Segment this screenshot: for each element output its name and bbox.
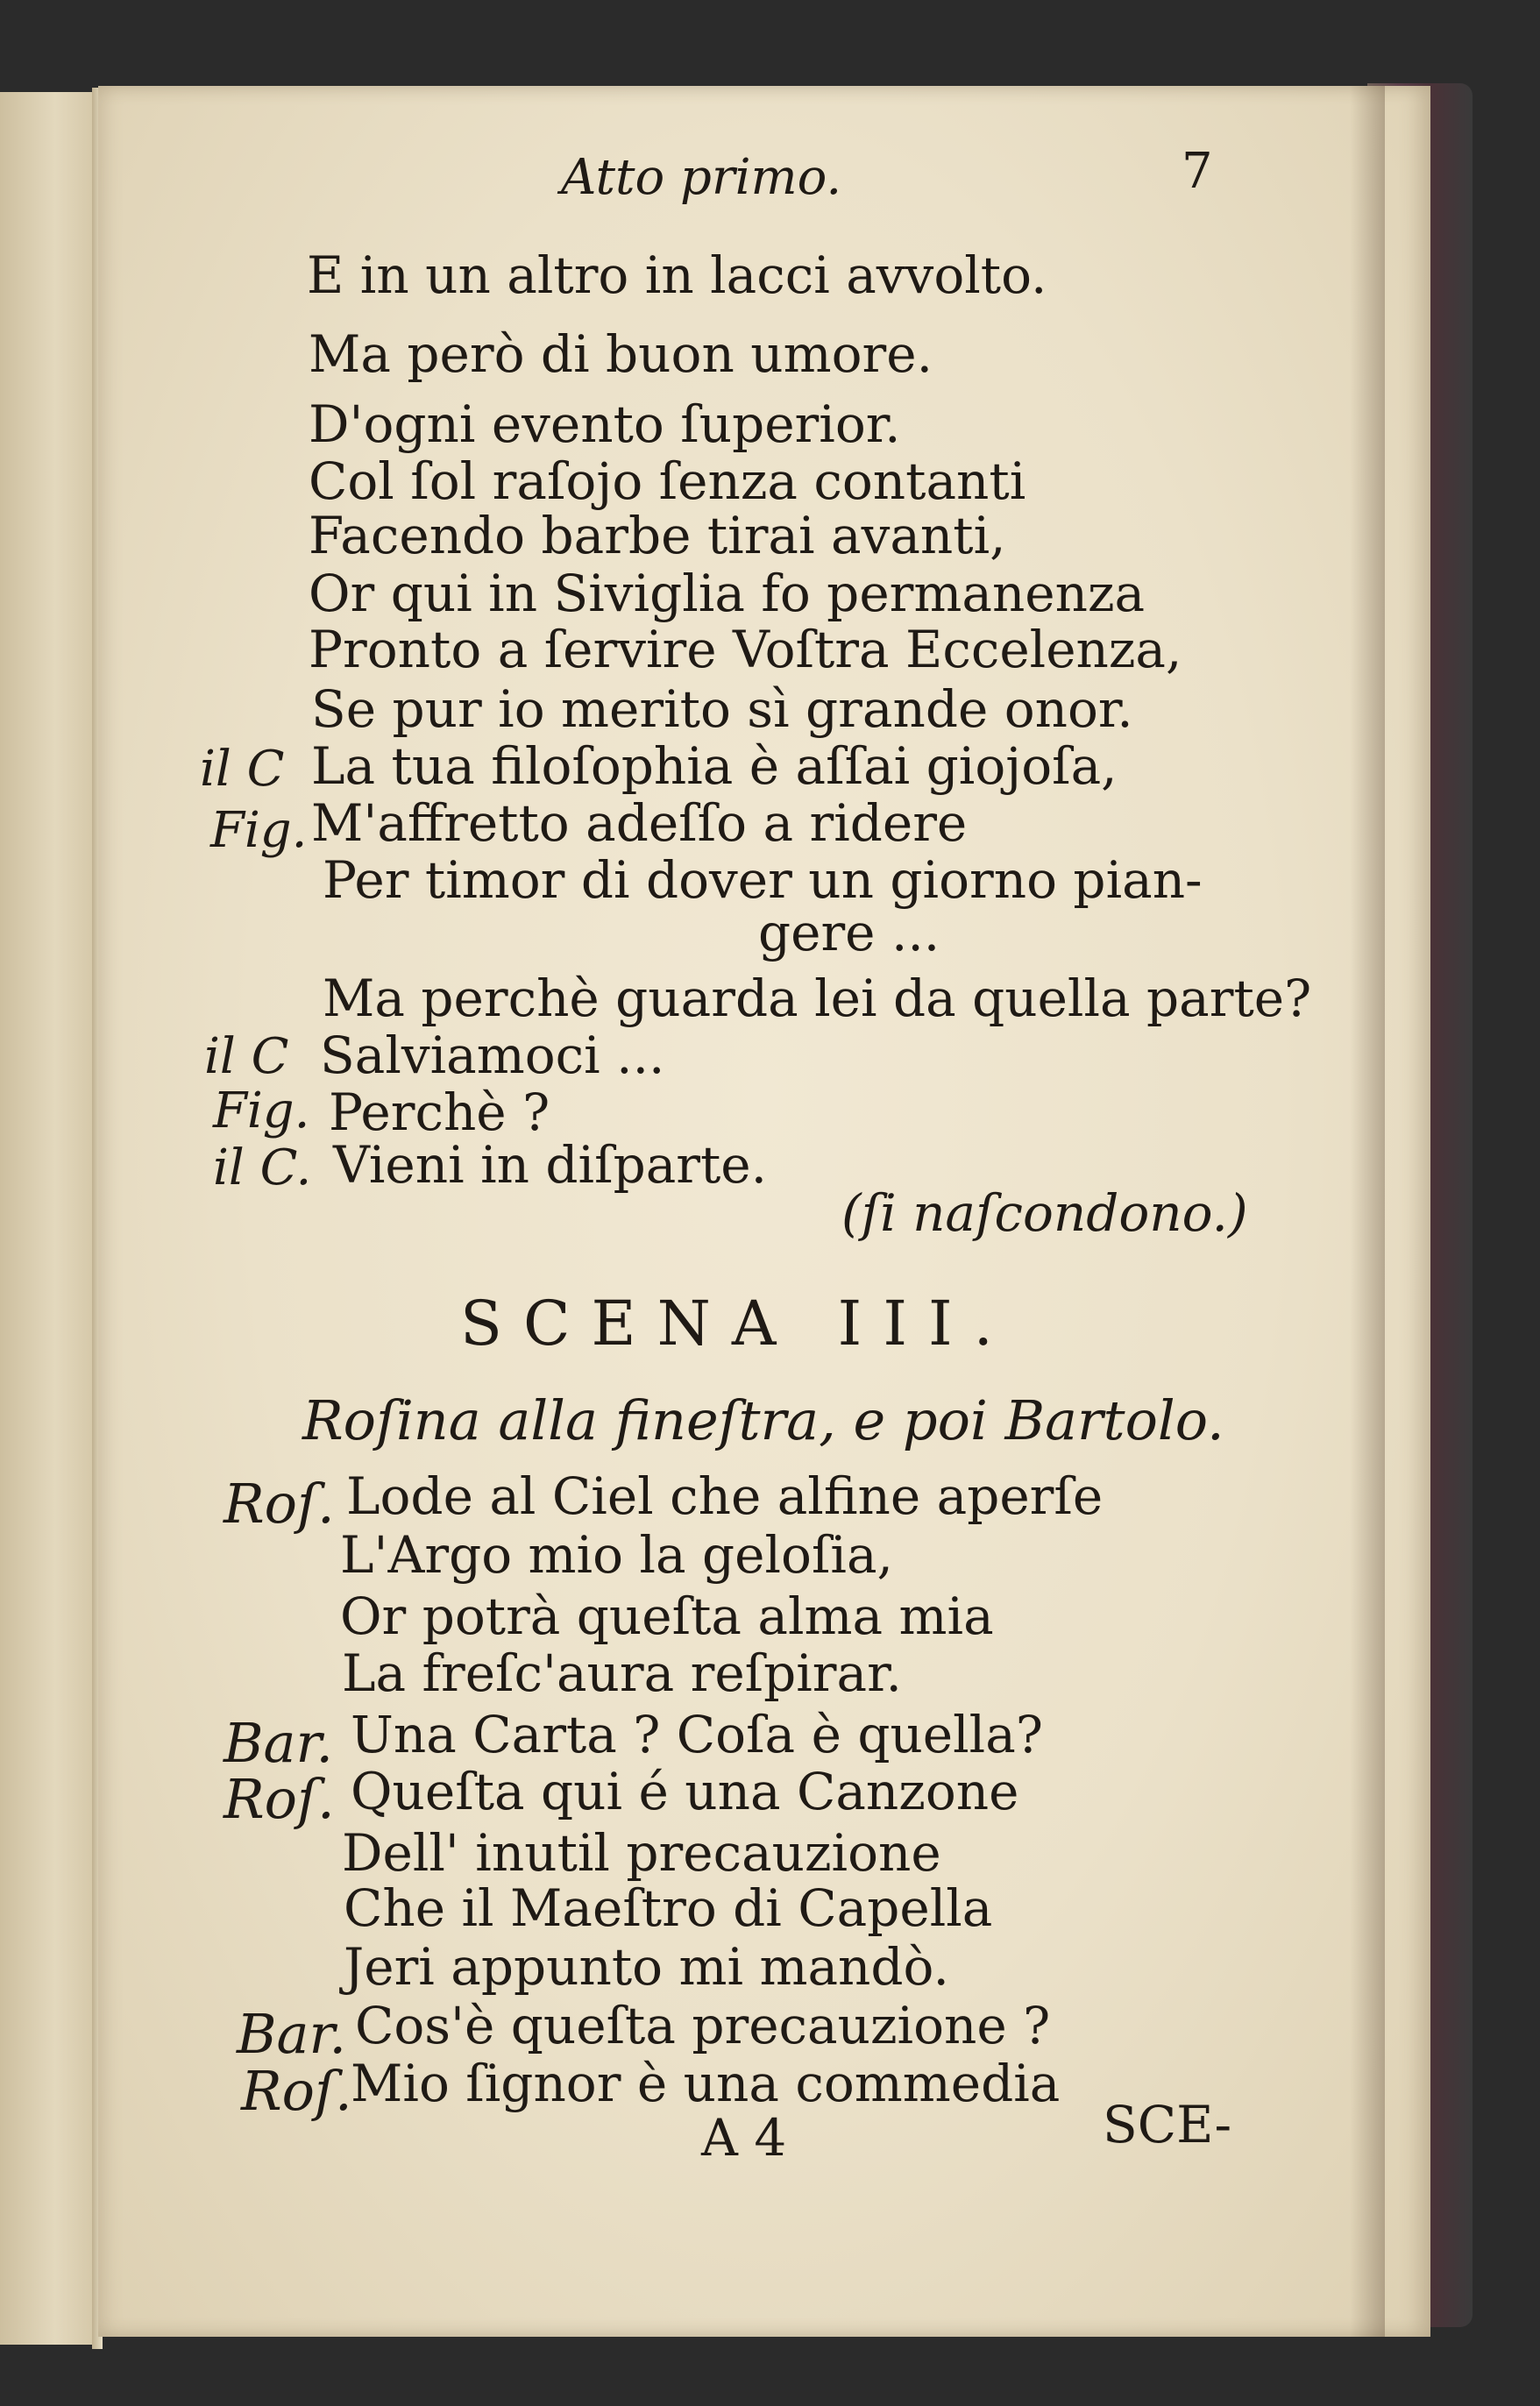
verse-line: Pronto a ſervire Voſtra Eccelenza, — [309, 620, 1182, 679]
page-fold-shadow — [1350, 86, 1385, 2337]
verse-line: Facendo barbe tirai avanti, — [309, 506, 1006, 565]
speaker-label: Roſ. — [224, 1767, 335, 1831]
verse-line: Col ſol raſojo ſenza contanti — [309, 451, 1026, 511]
verse-line: E in un altro in lacci avvolto. — [307, 245, 1047, 305]
verse-line: La freſc'aura reſpirar. — [342, 1643, 902, 1703]
verse-line-continuation: gere ... — [758, 903, 940, 962]
speaker-label: Bar. — [224, 1711, 334, 1775]
verse-line: Che il Maeſtro di Capella — [344, 1878, 993, 1938]
verse-line: Or potrà queſta alma mia — [340, 1586, 994, 1646]
speaker-label: Roſ. — [241, 2059, 352, 2123]
verse-line: Se pur io merito sì grande onor. — [311, 679, 1133, 739]
verse-line: Vieni in diſparte. — [333, 1135, 768, 1195]
verse-line: Perchè ? — [329, 1082, 550, 1142]
verse-line: Dell' inutil precauzione — [342, 1823, 941, 1883]
speaker-label: il C — [200, 741, 285, 798]
stage-direction: (ſi naſcondono.) — [841, 1183, 1248, 1243]
facing-page-edge — [0, 92, 95, 2345]
verse-line: Una Carta ? Coſa è quella? — [351, 1705, 1043, 1764]
verse-line: Queſta qui é una Canzone — [351, 1762, 1019, 1821]
verse-line: L'Argo mio la geloſia, — [340, 1525, 893, 1585]
page-number: 7 — [1182, 143, 1213, 200]
verse-line: La tua filoſophia è aſſai giojoſa, — [311, 736, 1118, 796]
speaker-label: Fig. — [213, 1082, 310, 1139]
verse-line: Per timor di dover un giorno pian- — [323, 850, 1203, 910]
verse-line: Lode al Ciel che alfine aperſe — [346, 1466, 1104, 1526]
scene-title: SCENA III. — [460, 1288, 1014, 1359]
verse-line: D'ogni evento ſuperior. — [309, 394, 901, 454]
verse-line: Jeri appunto mi mandò. — [344, 1937, 949, 1997]
running-head: Atto primo. — [561, 149, 842, 206]
verse-line: Cos'è queſta precauzione ? — [355, 1996, 1051, 2055]
speaker-label: il C — [204, 1028, 289, 1085]
verse-line: Salviamoci ... — [320, 1026, 665, 1085]
signature-mark: A 4 — [701, 2108, 787, 2168]
verse-line: Ma però di buon umore. — [309, 324, 933, 384]
speaker-label: Fig. — [210, 802, 308, 859]
catchword: SCE- — [1103, 2095, 1232, 2154]
verse-line: Ma perchè guarda lei da quella parte? — [323, 969, 1312, 1028]
verse-line: M'affretto adeſſo a ridere — [311, 793, 968, 853]
speaker-label: Bar. — [237, 2002, 347, 2066]
verse-line: Mio ſignor è una commedia — [351, 2054, 1061, 2113]
scene-subtitle: Roſina alla fineſtra, e poi Bartolo. — [302, 1388, 1224, 1452]
verse-line: Or qui in Siviglia fo permanenza — [309, 564, 1146, 623]
speaker-label: il C. — [213, 1139, 312, 1196]
speaker-label: Roſ. — [224, 1472, 335, 1536]
